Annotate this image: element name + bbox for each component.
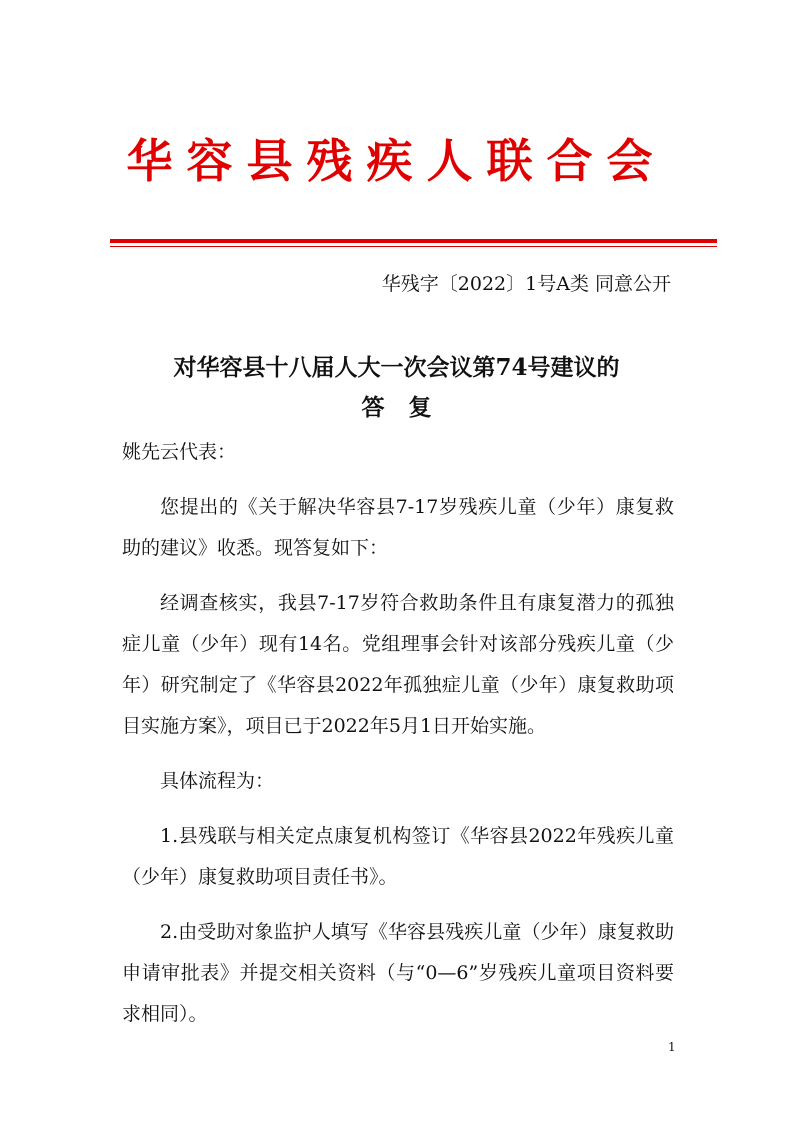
body-paragraph: 2.由受助对象监护人填写《华容县残疾儿童（少年）康复救助申请审批表》并提交相关资料（与“0—6”岁残疾儿童项目资料要求相同）。 (122, 921, 674, 1025)
body-paragraph: 经调查核实，我县7-17岁符合救助条件且有康复潜力的孤独症儿童（少年）现有14名。党组理事会针对该部分残疾儿童（少年）研究制定了《华容县2022年孤独症儿童（少年）康复救助项目实施方案》，项目已于2022年5月1日开始实施。 (122, 592, 674, 737)
body-paragraph: 具体流程为： (160, 770, 275, 792)
document-title (0, 348, 793, 428)
document-body (122, 432, 674, 1035)
red-divider (110, 239, 717, 247)
organization-masthead: 华容县残疾人联合会 (126, 134, 667, 188)
body-paragraph: 1.县残联与相关定点康复机构签订《华容县2022年残疾儿童（少年）康复救助项目责任书》。 (122, 825, 674, 888)
document-number: 华残字〔2022〕1号A类 同意公开 (381, 273, 671, 295)
title-line-2: 答复 (361, 394, 456, 421)
page-number: 1 (668, 1040, 676, 1054)
body-paragraph: 您提出的《关于解决华容县7-17岁残疾儿童（少年）康复救助的建议》收悉。现答复如下： (122, 496, 674, 559)
salutation: 姚先云代表： (122, 441, 237, 463)
red-divider-thin (110, 246, 717, 247)
title-line-1: 对华容县十八届人大一次会议第74号建议的 (173, 354, 620, 381)
red-divider-thick (110, 239, 717, 243)
